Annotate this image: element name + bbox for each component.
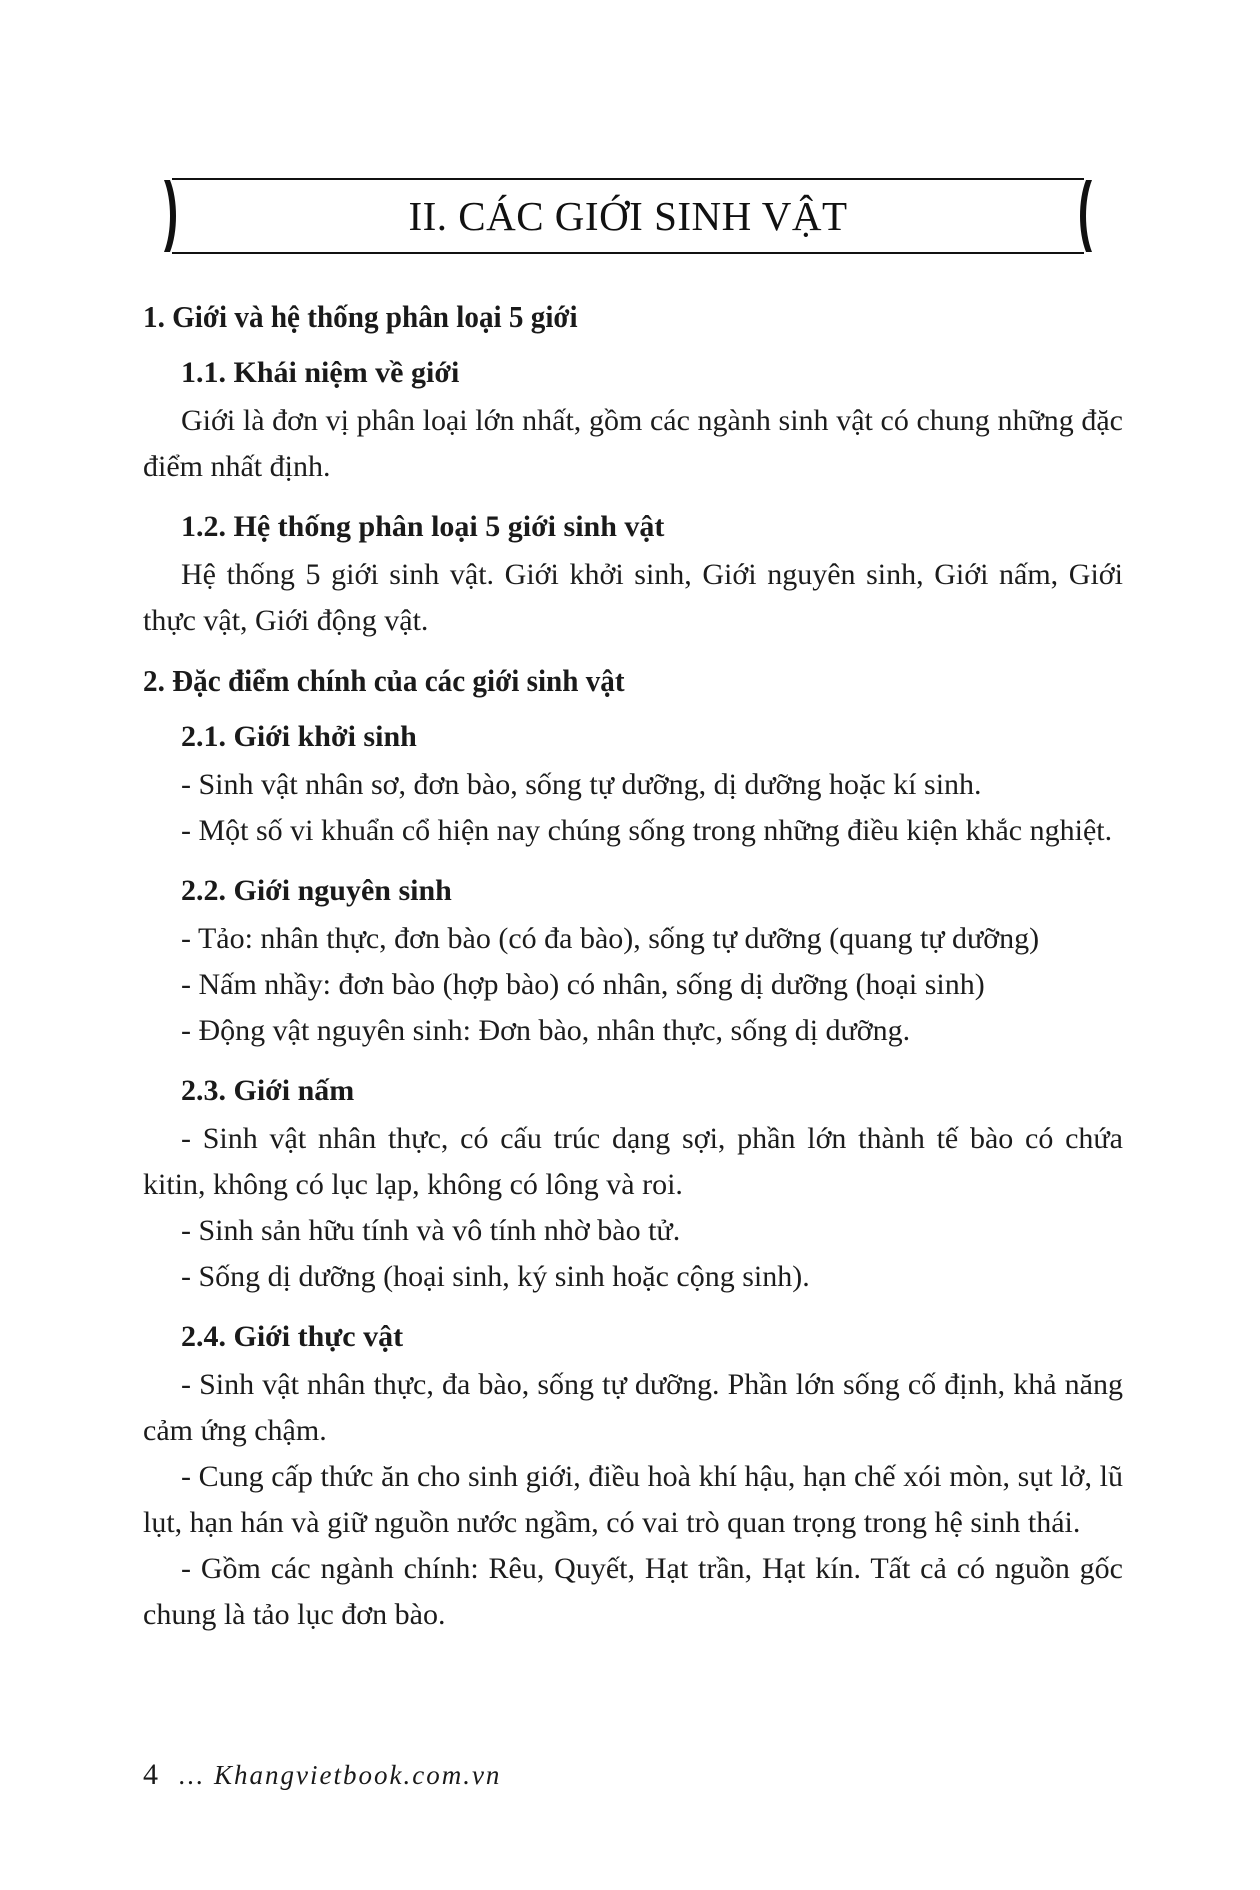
paragraph: Giới là đơn vị phân loại lớn nhất, gồm các ngành sinh vật có chung những đặc điểm nhất định. bbox=[143, 404, 1123, 483]
paragraph: - Động vật nguyên sinh: Đơn bào, nhân thực, sống dị dưỡng. bbox=[181, 1014, 911, 1047]
paragraph: - Sinh vật nhân sơ, đơn bào, sống tự dưỡng, dị dưỡng hoặc kí sinh. bbox=[181, 768, 982, 801]
publisher-site: ... Khangvietbook.com.vn bbox=[179, 1760, 502, 1790]
page-footer bbox=[143, 1758, 501, 1792]
subsection-heading-2-3: 2.3. Giới nấm bbox=[181, 1074, 355, 1107]
title-banner bbox=[158, 176, 1098, 256]
subsection-heading-1-2: 1.2. Hệ thống phân loại 5 giới sinh vật bbox=[181, 510, 665, 543]
paragraph: - Cung cấp thức ăn cho sinh giới, điều hoà khí hậu, hạn chế xói mòn, sụt lở, lũ lụt, hạn hán và giữ nguồn nước ngầm, có vai trò quan trọng trong hệ sinh thái. bbox=[143, 1460, 1123, 1539]
paragraph: Hệ thống 5 giới sinh vật. Giới khởi sinh, Giới nguyên sinh, Giới nấm, Giới thực vật, Giới động vật. bbox=[143, 558, 1123, 637]
subsection-heading-1-1: 1.1. Khái niệm về giới bbox=[181, 356, 460, 389]
paragraph: - Một số vi khuẩn cổ hiện nay chúng sống trong những điều kiện khắc nghiệt. bbox=[181, 814, 1113, 847]
paragraph: - Nấm nhầy: đơn bào (hợp bào) có nhân, sống dị dưỡng (hoại sinh) bbox=[181, 968, 985, 1001]
paragraph: - Gồm các ngành chính: Rêu, Quyết, Hạt trần, Hạt kín. Tất cả có nguồn gốc chung là tảo lục đơn bào. bbox=[143, 1552, 1123, 1631]
section-heading-2: 2. Đặc điểm chính của các giới sinh vật bbox=[143, 663, 625, 698]
paragraph: - Sống dị dưỡng (hoại sinh, ký sinh hoặc cộng sinh). bbox=[181, 1260, 810, 1293]
page-number: 4 bbox=[143, 1758, 158, 1791]
chapter-title: II. CÁC GIỚI SINH VẬT bbox=[408, 193, 848, 239]
page-content bbox=[143, 292, 1123, 1638]
subsection-heading-2-1: 2.1. Giới khởi sinh bbox=[181, 720, 417, 753]
paragraph: - Sinh vật nhân thực, có cấu trúc dạng sợi, phần lớn thành tế bào có chứa kitin, không có lục lạp, không có lông và roi. bbox=[143, 1122, 1123, 1201]
paragraph: - Sinh sản hữu tính và vô tính nhờ bào tử. bbox=[181, 1214, 681, 1247]
paragraph: - Tảo: nhân thực, đơn bào (có đa bào), sống tự dưỡng (quang tự dưỡng) bbox=[181, 922, 1040, 955]
paragraph: - Sinh vật nhân thực, đa bào, sống tự dưỡng. Phần lớn sống cố định, khả năng cảm ứng chậm. bbox=[143, 1368, 1123, 1447]
section-heading-1: 1. Giới và hệ thống phân loại 5 giới bbox=[143, 299, 578, 334]
subsection-heading-2-2: 2.2. Giới nguyên sinh bbox=[181, 874, 452, 907]
subsection-heading-2-4: 2.4. Giới thực vật bbox=[181, 1320, 404, 1353]
